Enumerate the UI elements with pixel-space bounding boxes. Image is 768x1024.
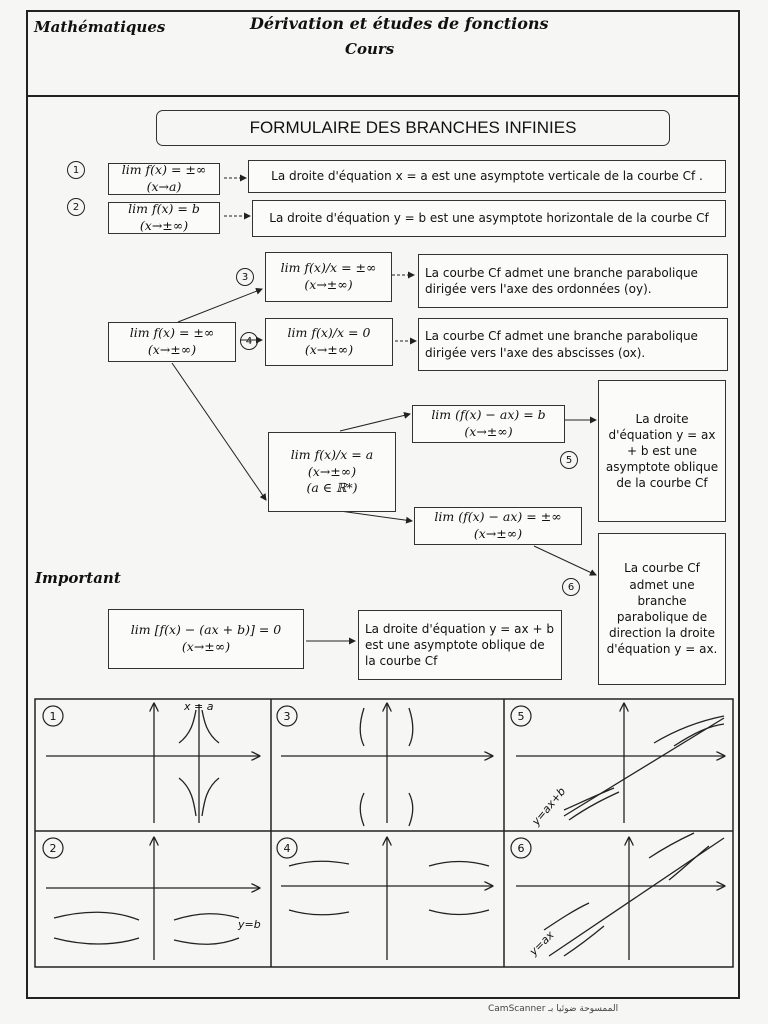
central-limit-box (108, 322, 236, 362)
important-result: La droite d'équation y = ax + b est une asymptote oblique de la courbe Cf (365, 621, 554, 669)
row-5-limit: lim (f(x) − ax) = b (x→±∞) (431, 407, 546, 439)
header-title: Dérivation et études de fonctions (250, 14, 549, 33)
important-limit: lim [f(x) − (ax + b)] = 0 (x→±∞) (130, 622, 282, 654)
graph-5-asymptote (564, 718, 724, 816)
important-limit-box (108, 609, 304, 669)
graph-1-axes (46, 704, 259, 823)
row-4-limit-box (265, 318, 393, 366)
graph-5-number: 5 (517, 710, 525, 723)
row-6-result-box (598, 533, 726, 685)
row-5-result: La droite d'équation y = ax + b est une asymptote oblique de la courbe Cf (605, 411, 719, 491)
graph-2-number: 2 (49, 842, 57, 855)
graph-4-number: 4 (283, 842, 291, 855)
graph-1-label: x = a (184, 700, 214, 713)
graph-1-number: 1 (49, 710, 57, 723)
row-6-number: 6 (562, 578, 580, 596)
row-4-result-box (418, 318, 728, 371)
important-result-box (358, 610, 562, 680)
row-3-limit-box (265, 252, 392, 302)
row-6-limit-box (414, 507, 582, 545)
row-5-limit-box (412, 405, 565, 443)
graph-6-label: y=ax (526, 928, 557, 959)
row-2-result-box (252, 200, 726, 237)
row-2-limit: lim f(x) = b (x→±∞) (128, 201, 200, 233)
row-2-number: 2 (67, 198, 85, 216)
row-2-limit-box (108, 202, 220, 234)
graph-3-curve (360, 708, 364, 746)
row-1-result-box (248, 160, 726, 193)
graph-6-number: 6 (517, 842, 525, 855)
graph-3-number: 3 (283, 710, 291, 723)
main-title: FORMULAIRE DES BRANCHES INFINIES (156, 110, 670, 146)
graph-6-curve (649, 833, 694, 858)
graph-1-curve (179, 710, 196, 743)
ratio-a-limit: lim f(x)/x = a (x→±∞) (290, 446, 374, 479)
row-4-result: La courbe Cf admet une branche parabolique dirigée vers l'axe des abscisses (ox). (425, 329, 698, 360)
graph-5-label: y=ax+b (529, 784, 569, 828)
row-6-limit: lim (f(x) − ax) = ±∞ (x→±∞) (434, 509, 562, 541)
important-label: Important (35, 569, 121, 587)
footer-watermark: CamScanner الممسوحة ضوئيا بـ (488, 1004, 619, 1014)
ratio-a-condition: (a ∈ ℝ*) (306, 480, 358, 496)
row-2-result: La droite d'équation y = b est une asymptote horizontale de la courbe Cf (269, 211, 709, 226)
row-3-result: La courbe Cf admet une branche parabolique dirigée vers l'axe des ordonnées (oy). (425, 265, 698, 296)
row-3-result-box (418, 254, 728, 308)
graph-2-curve (54, 912, 139, 920)
row-1-number: 1 (67, 161, 85, 179)
row-1-result: La droite d'équation x = a est une asymptote verticale de la courbe Cf . (271, 169, 703, 184)
header-subtitle: Cours (345, 40, 395, 58)
row-3-limit: lim f(x)/x = ±∞ (x→±∞) (280, 260, 377, 292)
central-limit: lim f(x) = ±∞ (x→±∞) (129, 325, 215, 357)
graph-2-label: y=b (238, 918, 261, 931)
row-4-number: 4 (240, 332, 258, 350)
row-1-limit-box (108, 163, 220, 195)
row-5-number: 5 (560, 451, 578, 469)
row-5-result-box (598, 380, 726, 522)
header-subject: Mathématiques (34, 18, 166, 36)
row-6-result: La courbe Cf admet une branche parabolique de direction la droite d'équation y = ax. (606, 561, 718, 657)
row-1-limit: lim f(x) = ±∞ (x→a) (121, 162, 207, 194)
ratio-a-limit-box (268, 432, 396, 512)
row-3-number: 3 (236, 268, 254, 286)
graphs-grid (34, 698, 734, 968)
row-4-limit: lim f(x)/x = 0 (x→±∞) (287, 325, 371, 357)
graph-4-curve (289, 861, 349, 866)
